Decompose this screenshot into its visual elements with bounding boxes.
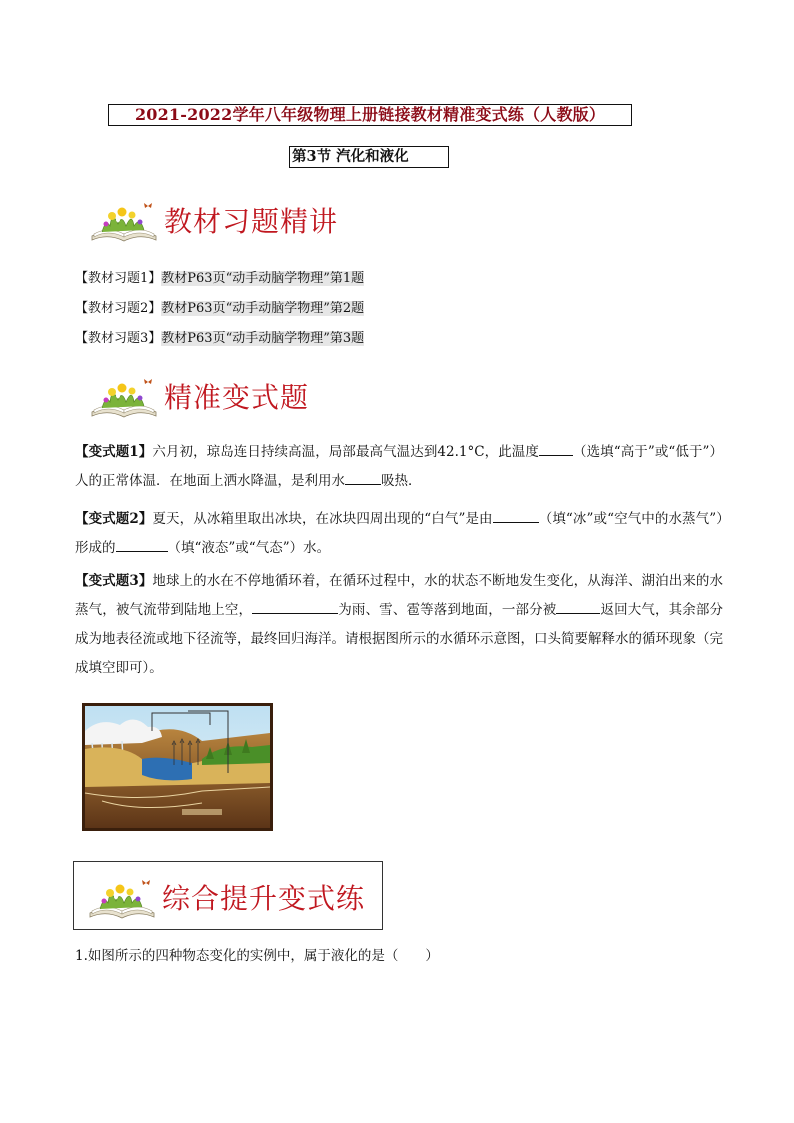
answer-blank[interactable] [252, 599, 338, 614]
textbook-exercise-1: 【教材习题1】教材P63页“动手动脑学物理”第1题 [75, 271, 365, 286]
heading-comprehensive [86, 873, 376, 921]
water-cycle-diagram [82, 703, 273, 831]
heading-variants [88, 372, 388, 420]
section-title: 第3节 汽化和液化 [289, 146, 449, 168]
variant-question-1: 【变式题1】六月初，琼岛连日持续高温，局部最高气温达到42.1°C，此温度 （选填“高于”或“低于”）人的正常体温．在地面上洒水降温，是利用水 吸热． [75, 438, 723, 496]
answer-blank[interactable] [493, 508, 539, 523]
heading-comprehensive-label: 综合提升变式练 [162, 882, 366, 915]
textbook-exercise-2: 【教材习题2】教材P63页“动手动脑学物理”第2题 [75, 301, 365, 316]
answer-blank[interactable] [556, 599, 600, 614]
open-book-flowers-icon [86, 873, 158, 921]
answer-blank[interactable] [345, 470, 381, 485]
exercise-ref: 教材P63页“动手动脑学物理”第1题 [161, 271, 365, 286]
exercise-ref: 教材P63页“动手动脑学物理”第2题 [161, 301, 365, 316]
heading-textbook-label: 教材习题精讲 [164, 205, 339, 238]
answer-blank[interactable] [539, 441, 573, 456]
answer-blank[interactable] [116, 537, 168, 552]
document-title: 2021-2022学年八年级物理上册链接教材精准变式练（人教版） [108, 104, 632, 126]
variant-question-3: 【变式题3】地球上的水在不停地循环着，在循环过程中，水的状态不断地发生变化，从海洋、湖泊出来的水蒸气，被气流带到陆地上空， 为雨、雪、雹等落到地面，一部分被 返回大气，其余部分成为地表径流或地下径流等，最终回归海洋。请根据图所示的水循环示意图，口头简要解释水的循环现象（完成填空即可）。 [75, 573, 724, 676]
exercise-ref: 教材P63页“动手动脑学物理”第3题 [161, 331, 365, 346]
open-book-flowers-icon [88, 196, 160, 244]
textbook-exercise-3: 【教材习题3】教材P63页“动手动脑学物理”第3题 [75, 331, 365, 346]
open-book-flowers-icon [88, 372, 160, 420]
variant-question-2: 【变式题2】夏天，从冰箱里取出冰块，在冰块四周出现的“白气”是由 （填“冰”或“空气中的水蒸气”）形成的 （填“液态”或“气态”）水。 [75, 505, 723, 563]
heading-textbook [88, 196, 388, 244]
question-1: 1.如图所示的四种物态变化的实例中，属于液化的是（ ） [75, 948, 439, 964]
heading-variants-label: 精准变式题 [164, 381, 310, 414]
